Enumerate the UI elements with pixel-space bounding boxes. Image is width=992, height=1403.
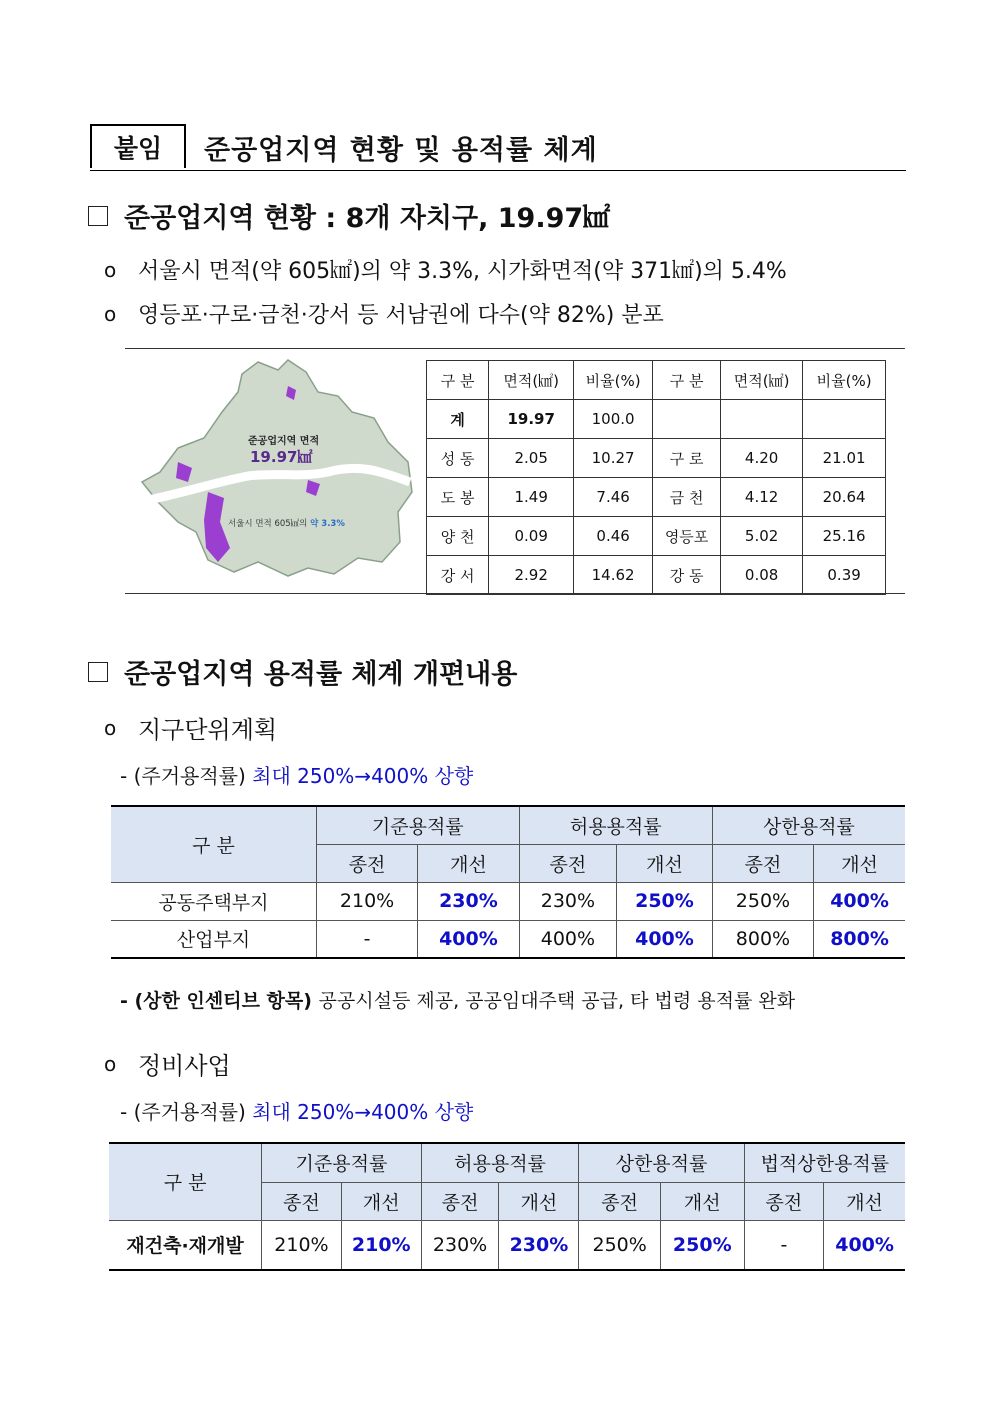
table-row xyxy=(427,556,886,595)
table-cell: 0.39 xyxy=(803,556,886,595)
table-cell: 210% xyxy=(341,1220,421,1270)
table-cell: 14.62 xyxy=(574,556,653,595)
table-cell: 강 서 xyxy=(427,556,489,595)
table-cell: 0.09 xyxy=(489,517,574,556)
divider-top xyxy=(125,348,905,349)
table-cell: 800% xyxy=(712,920,813,958)
table-cell: 19.97 xyxy=(489,400,574,439)
header-cell: 개선 xyxy=(341,1182,421,1220)
table-cell: 250% xyxy=(579,1220,661,1270)
section2-heading xyxy=(88,652,517,691)
header-cell: 구 분 xyxy=(653,361,721,400)
section1-bullet-2 xyxy=(104,298,664,329)
table-cell: 4.20 xyxy=(721,439,803,478)
header-cell: 기준용적률 xyxy=(262,1143,422,1182)
header-cell: 비율(%) xyxy=(803,361,886,400)
sub1-title xyxy=(104,710,277,745)
table-group-header-row xyxy=(111,806,905,844)
table-cell: 7.46 xyxy=(574,478,653,517)
table-row xyxy=(111,882,905,920)
map-label-ratio xyxy=(228,518,345,529)
table-cell: 재건축·재개발 xyxy=(109,1220,262,1270)
table-cell: 21.01 xyxy=(803,439,886,478)
table-cell xyxy=(721,400,803,439)
table-cell: 영등포 xyxy=(653,517,721,556)
header-cell: 허용용적률 xyxy=(421,1143,579,1182)
table-cell: - xyxy=(744,1220,824,1270)
table-cell xyxy=(803,400,886,439)
dash-label: - (주거용적률) xyxy=(120,1100,253,1124)
table-cell: 1.49 xyxy=(489,478,574,517)
header-cell: 개선 xyxy=(617,844,713,882)
sub2-dash-line xyxy=(120,1096,473,1125)
header-cell: 개선 xyxy=(660,1182,744,1220)
table-cell: 210% xyxy=(316,882,417,920)
sub2-title-text: 정비사업 xyxy=(138,1052,231,1080)
seoul-map xyxy=(138,352,418,588)
header-cell: 종전 xyxy=(262,1182,342,1220)
table-cell: - xyxy=(316,920,417,958)
district-table xyxy=(426,360,886,595)
table-cell: 100.0 xyxy=(574,400,653,439)
table-cell: 400% xyxy=(418,920,519,958)
header-cell: 법적상한용적률 xyxy=(744,1143,905,1182)
table-cell: 4.12 xyxy=(721,478,803,517)
bullet-o-icon: o xyxy=(104,301,117,326)
header-cell: 종전 xyxy=(421,1182,499,1220)
header-cell: 비율(%) xyxy=(574,361,653,400)
checkbox-square-icon xyxy=(88,662,108,682)
table-cell: 230% xyxy=(421,1220,499,1270)
page-title: 준공업지역 현황 및 용적률 체계 xyxy=(204,135,598,166)
table-row xyxy=(427,478,886,517)
table-cell: 10.27 xyxy=(574,439,653,478)
table-cell: 0.08 xyxy=(721,556,803,595)
table-cell: 230% xyxy=(499,1220,579,1270)
table-cell: 계 xyxy=(427,400,489,439)
header-cell: 개선 xyxy=(814,844,905,882)
bullet-text: 서울시 면적(약 605㎢)의 약 3.3%, 시가화면적(약 371㎢)의 5.4% xyxy=(138,259,787,284)
sub1-title-text: 지구단위계획 xyxy=(138,716,278,744)
table-cell: 5.02 xyxy=(721,517,803,556)
dash-highlight: 최대 250%→400% 상향 xyxy=(252,764,474,788)
table-cell: 강 동 xyxy=(653,556,721,595)
table-cell: 성 동 xyxy=(427,439,489,478)
header-cell: 면적(㎢) xyxy=(489,361,574,400)
table-row xyxy=(427,400,886,439)
bullet-o-icon: o xyxy=(104,1051,117,1076)
sub1-dash-line xyxy=(120,760,473,789)
map-label-ratio-value: 약 3.3% xyxy=(310,519,345,529)
header-cell: 기준용적률 xyxy=(316,806,519,844)
table-cell: 2.92 xyxy=(489,556,574,595)
table-cell: 400% xyxy=(519,920,616,958)
table-group-header-row xyxy=(109,1143,905,1182)
table-cell: 250% xyxy=(660,1220,744,1270)
section2-heading-text: 준공업지역 용적률 체계 개편내용 xyxy=(124,659,518,690)
table-cell: 230% xyxy=(519,882,616,920)
table-row xyxy=(109,1220,905,1270)
header-cell: 종전 xyxy=(519,844,616,882)
header-cell: 개선 xyxy=(499,1182,579,1220)
header-cell: 구 분 xyxy=(427,361,489,400)
map-label-value: 19.97㎢ xyxy=(250,448,313,466)
table-row xyxy=(427,439,886,478)
table-cell: 구 로 xyxy=(653,439,721,478)
table-cell: 공동주택부지 xyxy=(111,882,316,920)
table-cell: 0.46 xyxy=(574,517,653,556)
section1-heading xyxy=(88,196,610,235)
header-cell: 구 분 xyxy=(109,1143,262,1220)
table-cell: 도 봉 xyxy=(427,478,489,517)
dash-label: - (주거용적률) xyxy=(120,764,253,788)
attachment-title-bar xyxy=(90,124,906,171)
header-cell: 면적(㎢) xyxy=(721,361,803,400)
section1-bullet-1 xyxy=(104,254,787,285)
table-cell: 800% xyxy=(814,920,905,958)
table-cell: 2.05 xyxy=(489,439,574,478)
table-row xyxy=(111,920,905,958)
header-cell: 상한용적률 xyxy=(579,1143,744,1182)
district-plan-table xyxy=(111,805,905,959)
header-cell: 개선 xyxy=(824,1182,905,1220)
table-cell: 250% xyxy=(617,882,713,920)
header-cell: 구 분 xyxy=(111,806,316,882)
table-cell: 230% xyxy=(418,882,519,920)
table-cell: 금 천 xyxy=(653,478,721,517)
header-cell: 종전 xyxy=(712,844,813,882)
header-cell: 허용용적률 xyxy=(519,806,712,844)
sub2-title xyxy=(104,1046,231,1081)
table-cell: 210% xyxy=(262,1220,342,1270)
section1-heading-text: 준공업지역 현황 : 8개 자치구, 19.97㎢ xyxy=(124,203,611,234)
table-cell: 양 천 xyxy=(427,517,489,556)
bullet-o-icon: o xyxy=(104,257,117,282)
attachment-tag: 붙임 xyxy=(90,124,186,168)
table-cell: 산업부지 xyxy=(111,920,316,958)
table-cell: 250% xyxy=(712,882,813,920)
sub1-note xyxy=(120,986,795,1013)
table-row xyxy=(427,517,886,556)
note-label: - (상한 인센티브 항목) xyxy=(120,990,319,1012)
header-cell: 종전 xyxy=(579,1182,661,1220)
redevelopment-table xyxy=(109,1142,905,1271)
table-header-row xyxy=(427,361,886,400)
note-text: 공공시설등 제공, 공공임대주택 공급, 타 법령 용적률 완화 xyxy=(318,990,796,1012)
dash-highlight: 최대 250%→400% 상향 xyxy=(252,1100,474,1124)
checkbox-square-icon xyxy=(88,206,108,226)
header-cell: 개선 xyxy=(418,844,519,882)
bullet-text: 영등포·구로·금천·강서 등 서남권에 다수(약 82%) 분포 xyxy=(138,303,664,328)
header-cell: 종전 xyxy=(316,844,417,882)
header-cell: 종전 xyxy=(744,1182,824,1220)
table-cell: 400% xyxy=(814,882,905,920)
bullet-o-icon: o xyxy=(104,715,117,740)
map-label-area: 준공업지역 면적 xyxy=(248,436,320,447)
map-label-ratio-prefix: 서울시 면적 605㎢의 xyxy=(228,519,311,529)
table-cell xyxy=(653,400,721,439)
table-cell: 20.64 xyxy=(803,478,886,517)
table-cell: 400% xyxy=(824,1220,905,1270)
table-cell: 25.16 xyxy=(803,517,886,556)
table-cell: 400% xyxy=(617,920,713,958)
header-cell: 상한용적률 xyxy=(712,806,905,844)
